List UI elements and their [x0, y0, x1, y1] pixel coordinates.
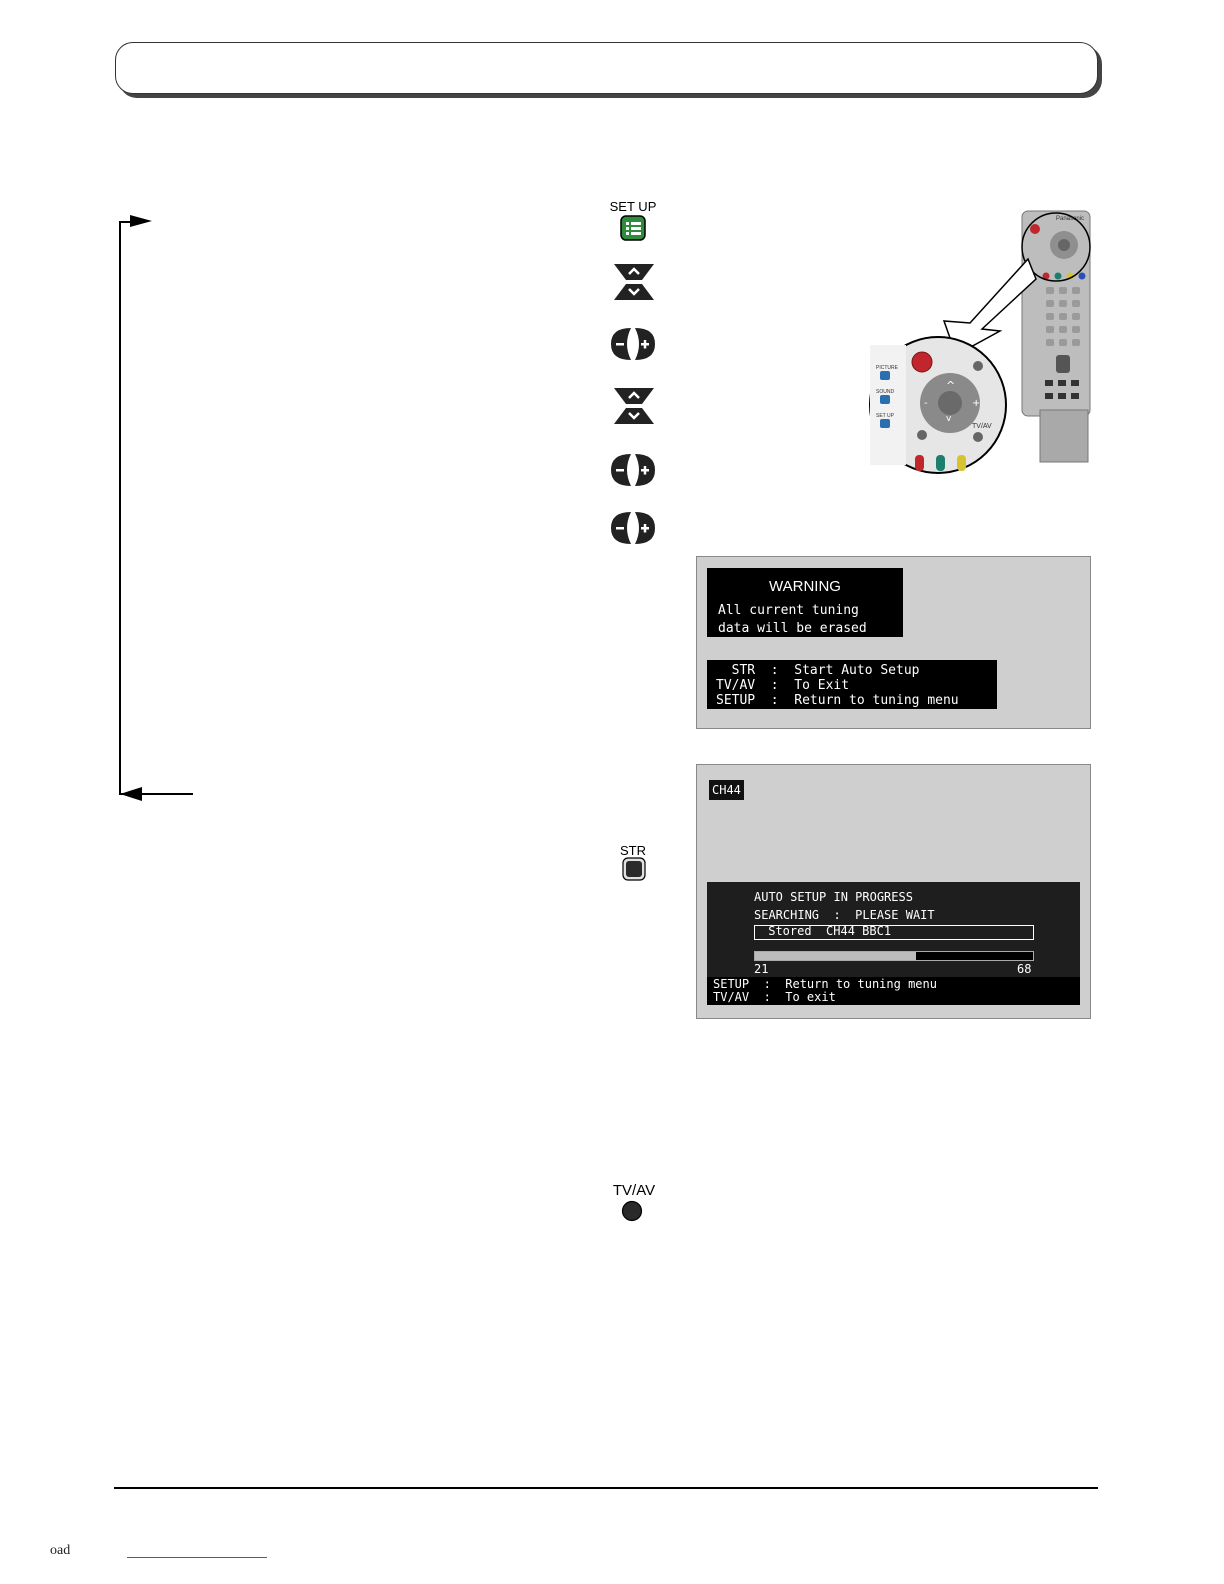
remote-control-illustration — [860, 205, 1100, 480]
progress-option-return: SETUP : Return to tuning menu — [713, 977, 937, 991]
warning-options-box — [707, 660, 997, 709]
stored-channel-text: Stored CH44 BBC1 — [761, 924, 892, 938]
footer-text: oad — [50, 1543, 71, 1558]
remote-sound-label: SOUND — [876, 389, 895, 395]
minus-plus-button-icon[interactable] — [609, 452, 657, 488]
progress-range-end: 68 — [1017, 962, 1032, 976]
warning-title: WARNING — [769, 578, 841, 595]
remote-setup-label: SET UP — [876, 413, 894, 419]
str-button-label: STR — [620, 843, 646, 858]
stored-channel-box — [754, 925, 1034, 940]
minus-plus-button-icon[interactable] — [609, 510, 657, 546]
progress-heading: AUTO SETUP IN PROGRESS — [754, 890, 913, 904]
minus-plus-button-icon[interactable] — [609, 326, 657, 362]
svg-text:+: + — [972, 398, 981, 409]
channel-badge — [709, 780, 744, 800]
footer-link-underline[interactable] — [127, 1557, 267, 1558]
progress-status: SEARCHING : PLEASE WAIT — [754, 908, 935, 922]
svg-text:^: ^ — [946, 379, 956, 392]
progress-options-box — [707, 977, 1080, 1005]
warning-option-start: STR : Start Auto Setup — [716, 663, 920, 678]
warning-option-exit: TV/AV : To Exit — [716, 678, 850, 693]
progress-range-start: 21 — [754, 962, 769, 976]
channel-badge-text: CH44 — [712, 783, 741, 797]
remote-picture-label: PICTURE — [876, 365, 898, 371]
svg-text:-: - — [924, 398, 928, 409]
remote-brand-text: Panasonic — [1056, 216, 1085, 222]
flow-bracket-vertical — [119, 221, 121, 795]
warning-screen — [696, 556, 1091, 729]
warning-line-1: All current tuning — [718, 603, 859, 618]
flow-arrow-bottom-icon — [120, 786, 144, 804]
warning-box — [707, 568, 903, 637]
flow-arrow-top-icon — [130, 213, 154, 231]
setup-button-icon[interactable] — [620, 215, 646, 241]
tvav-button-label: TV/AV — [612, 1182, 656, 1199]
progress-panel — [707, 882, 1080, 977]
up-down-button-icon[interactable] — [612, 262, 656, 302]
warning-line-2: data will be erased — [718, 621, 867, 636]
remote-tvav-label: TV/AV — [972, 423, 992, 430]
up-down-button-icon[interactable] — [612, 386, 656, 426]
progress-track — [754, 951, 1034, 961]
str-button-icon[interactable] — [622, 857, 646, 881]
tvav-button-icon[interactable] — [621, 1200, 643, 1222]
title-banner — [115, 42, 1098, 94]
setup-button-label: SET UP — [609, 199, 657, 214]
progress-fill — [755, 952, 916, 960]
warning-option-return: SETUP : Return to tuning menu — [716, 693, 959, 708]
progress-option-exit: TV/AV : To exit — [713, 990, 836, 1004]
footer-rule — [114, 1487, 1098, 1489]
auto-setup-screen — [696, 764, 1091, 1019]
svg-text:v: v — [946, 414, 952, 424]
